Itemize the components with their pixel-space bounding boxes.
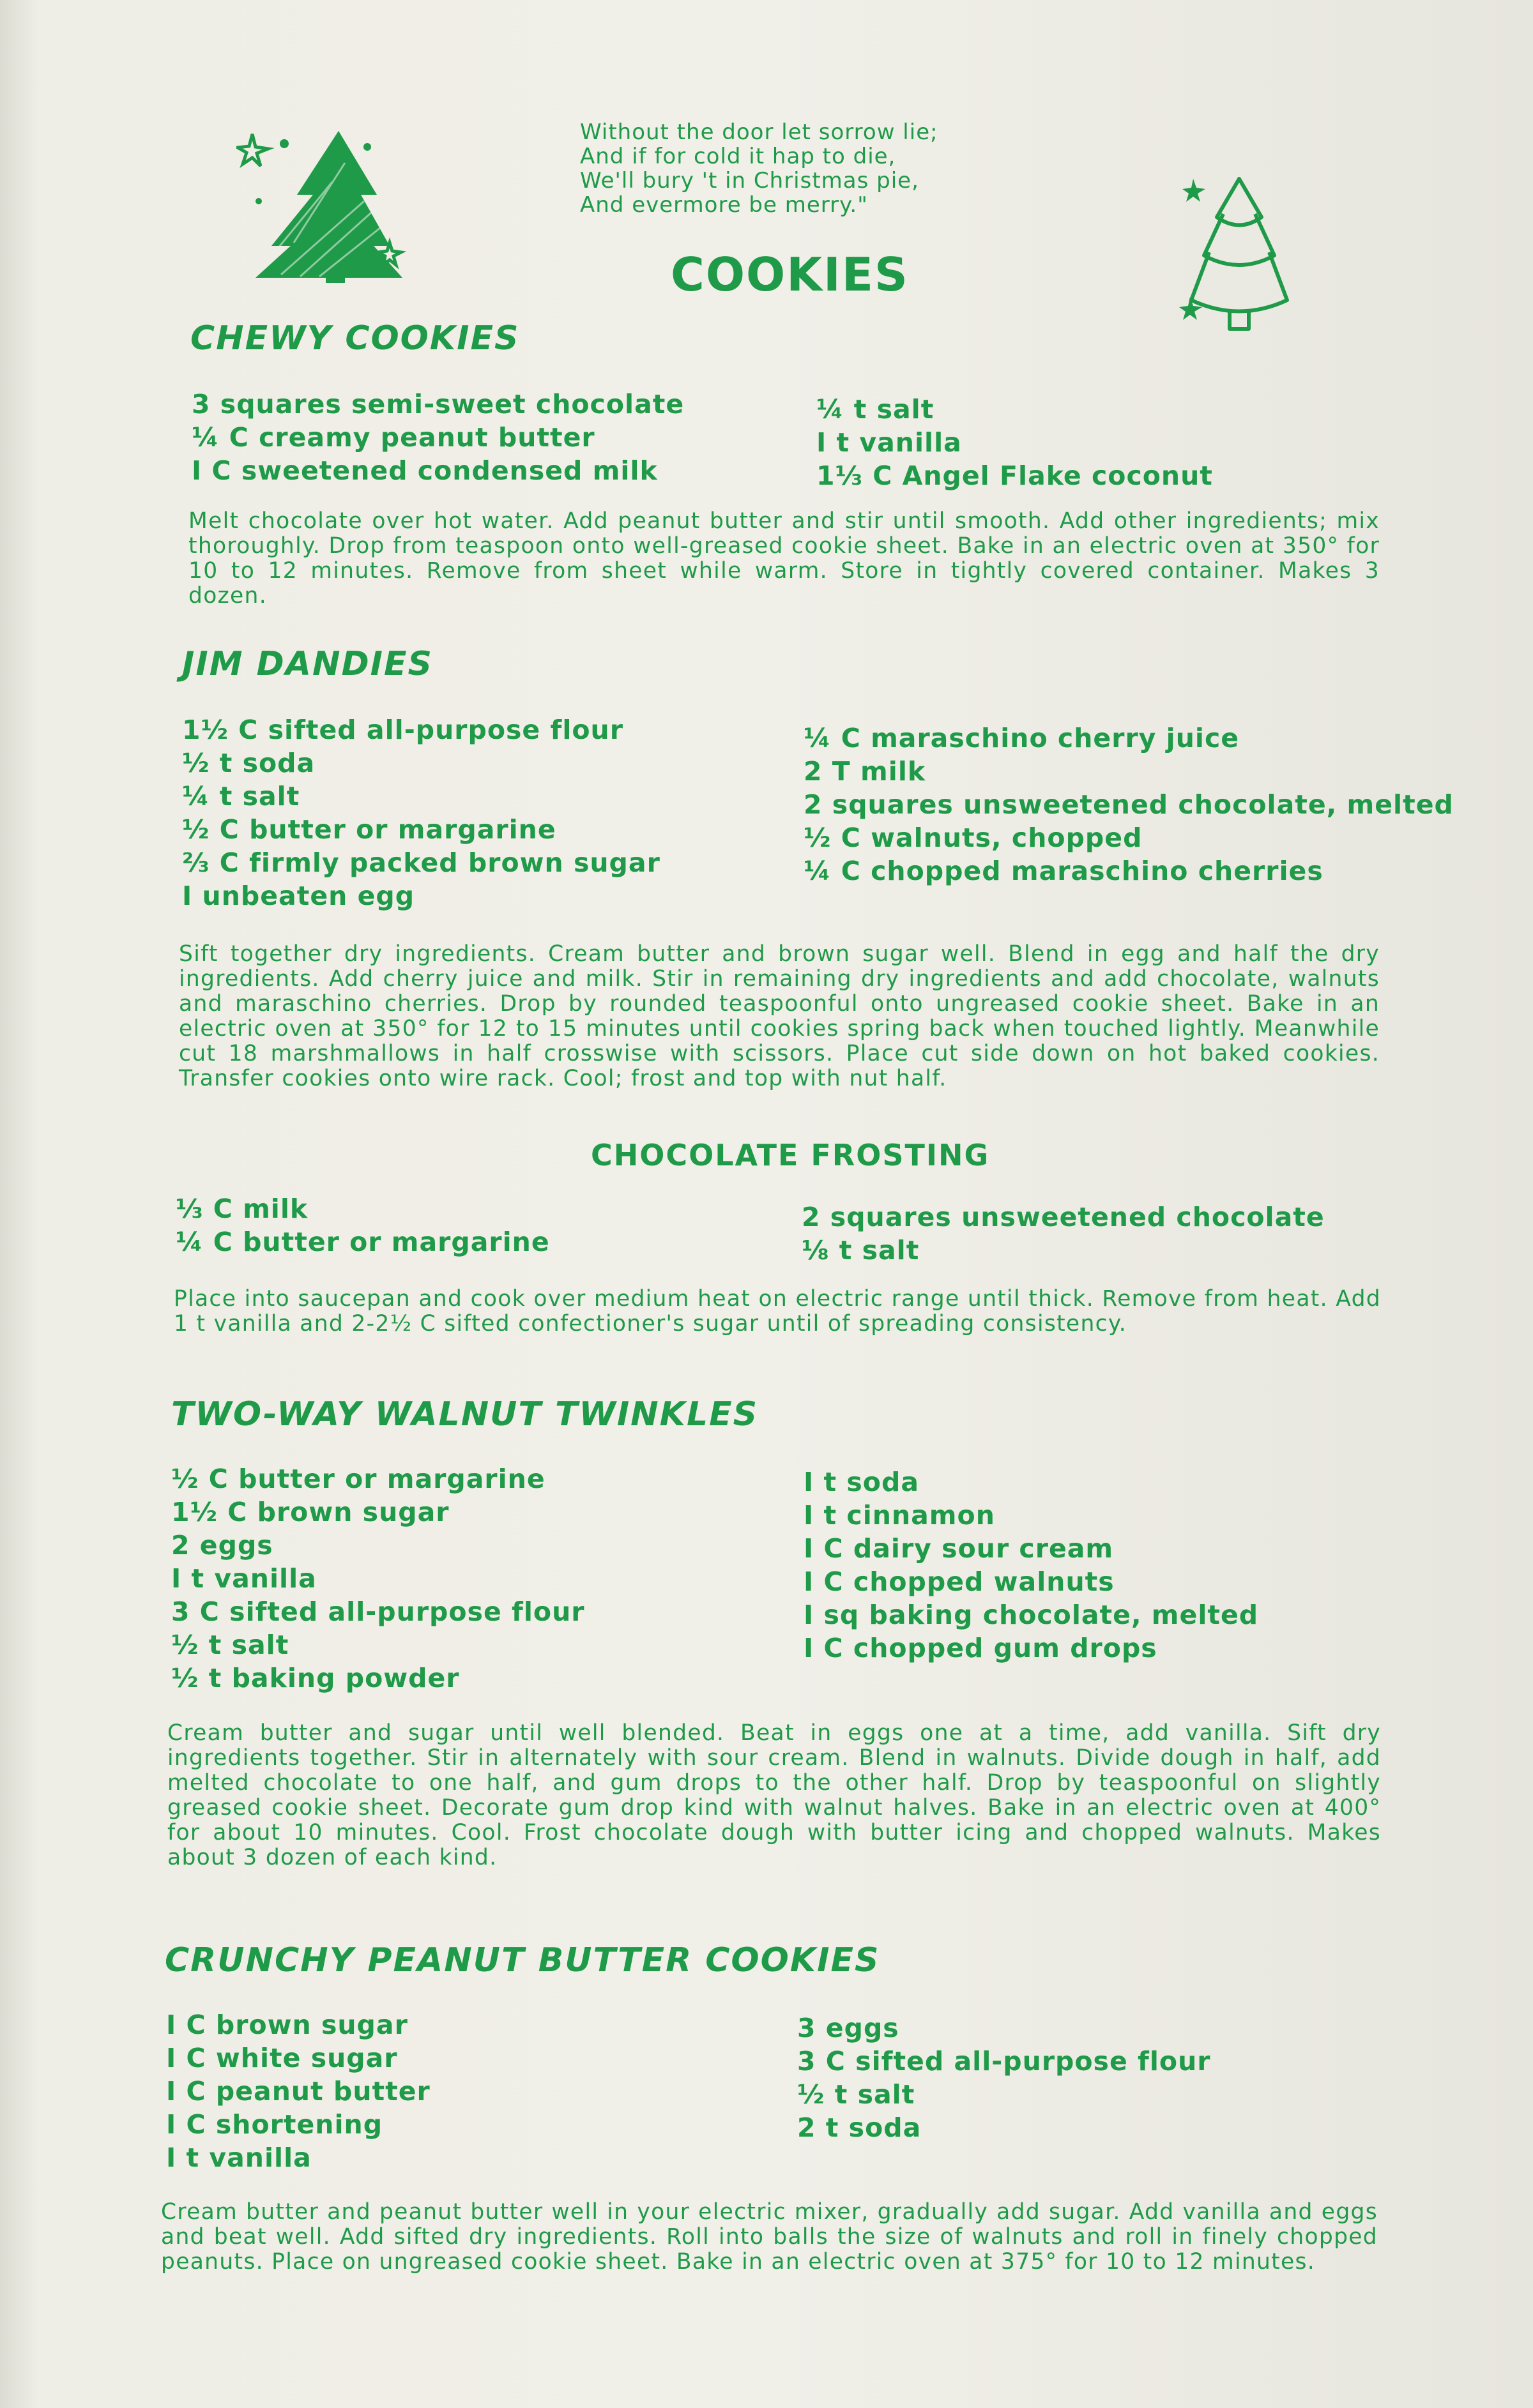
ingredient: 3 eggs bbox=[797, 2013, 899, 2043]
ingredient: I C dairy sour cream bbox=[804, 1533, 1114, 1564]
poem-line: Without the door let sorrow lie; bbox=[580, 119, 938, 145]
recipe-title: JIM DANDIES bbox=[182, 645, 433, 683]
page-title: COOKIES bbox=[671, 248, 909, 301]
ingredient: 1½ C brown sugar bbox=[171, 1497, 450, 1527]
ingredient-list-left bbox=[166, 2008, 431, 2174]
ingredient: ¼ t salt bbox=[182, 781, 300, 812]
ingredient: ½ t salt bbox=[171, 1630, 289, 1660]
ingredient-list-right bbox=[804, 722, 1454, 888]
ingredient: I t vanilla bbox=[816, 427, 962, 458]
ingredient: I C chopped walnuts bbox=[804, 1566, 1115, 1597]
ingredient-list-left bbox=[176, 1192, 550, 1259]
ingredient: ¼ C chopped maraschino cherries bbox=[804, 856, 1323, 886]
ingredient: 2 squares unsweetened chocolate bbox=[802, 1202, 1325, 1232]
ingredient: ⅓ C milk bbox=[176, 1193, 309, 1224]
ingredient: ½ C walnuts, chopped bbox=[804, 822, 1143, 853]
ingredient: I t vanilla bbox=[171, 1563, 317, 1594]
poem-line: We'll bury 't in Christmas pie, bbox=[580, 168, 919, 193]
ingredient: 3 C sifted all-purpose flour bbox=[797, 2046, 1211, 2077]
ingredient-list-left bbox=[192, 388, 684, 487]
ingredient: 1⅓ C Angel Flake coconut bbox=[816, 460, 1213, 491]
ingredient: 3 squares semi-sweet chocolate bbox=[192, 389, 685, 420]
ingredient: ½ t baking powder bbox=[171, 1663, 460, 1693]
poem-line: And if for cold it hap to die, bbox=[580, 144, 896, 169]
ingredient: I unbeaten egg bbox=[182, 881, 415, 911]
ingredient-list-right bbox=[797, 2011, 1211, 2144]
ingredient: I C sweetened condensed milk bbox=[192, 455, 658, 486]
ingredient: ¼ t salt bbox=[816, 394, 934, 425]
ingredient: ½ C butter or margarine bbox=[171, 1464, 545, 1494]
ingredient: I C shortening bbox=[166, 2109, 383, 2140]
ingredient: 2 squares unsweetened chocolate, melted bbox=[804, 789, 1454, 820]
ingredient: I sq baking chocolate, melted bbox=[804, 1600, 1259, 1630]
ingredient: 2 T milk bbox=[804, 756, 926, 787]
ingredient-list-right bbox=[816, 393, 1213, 492]
ingredient: I t vanilla bbox=[166, 2142, 312, 2173]
ingredient: ⅛ t salt bbox=[802, 1235, 920, 1266]
ingredient: ⅔ C firmly packed brown sugar bbox=[182, 847, 660, 878]
ingredient: ½ C butter or margarine bbox=[182, 814, 556, 845]
christmas-tree-outline-icon bbox=[1178, 172, 1293, 335]
ingredient: I C chopped gum drops bbox=[804, 1633, 1157, 1663]
ingredient: ¼ C maraschino cherry juice bbox=[804, 723, 1240, 753]
directions: Place into saucepan and cook over medium heat on electric range until thick. Remove from heat. Add 1 t vanilla and 2-2½ C sifted confectioner's sugar until of spreading consistency. bbox=[174, 1286, 1381, 1337]
directions: Cream butter and sugar until well blended. Beat in eggs one at a time, add vanilla. Sift dry ingredients together. Stir in alternately with sour cream. Blend in walnuts. Divide dough in half, add melted chocolate to one half, and gum drops to the other half. Drop by teaspoonful on slightly greased cookie sheet. Decorate gum drop kind with walnut halves. Bake in an electric oven at 400° for about 10 minutes. Cool. Frost chocolate dough with butter icing and chopped walnuts. Makes about 3 dozen of each kind. bbox=[167, 1720, 1381, 1870]
directions: Cream butter and peanut butter well in your electric mixer, gradually add sugar. Add vanilla and eggs and beat well. Add sifted dry ingredients. Roll into balls the size of walnuts and roll in finely chopped peanuts. Place on ungreased cookie sheet. Bake in an electric oven at 375° for 10 to 12 minutes. bbox=[161, 2199, 1378, 2275]
ingredient: I C peanut butter bbox=[166, 2076, 431, 2107]
ingredient: I t cinnamon bbox=[804, 1500, 995, 1531]
ingredient: ½ t salt bbox=[797, 2079, 915, 2110]
ingredient-list-right bbox=[804, 1465, 1258, 1665]
ingredient: I t soda bbox=[804, 1467, 919, 1497]
recipe-title: CRUNCHY PEANUT BUTTER COOKIES bbox=[165, 1941, 880, 1980]
recipe-title: CHEWY COOKIES bbox=[190, 319, 520, 358]
ingredient: 2 t soda bbox=[797, 2112, 922, 2143]
ingredient: I C white sugar bbox=[166, 2043, 398, 2073]
recipe-title: TWO-WAY WALNUT TWINKLES bbox=[171, 1395, 759, 1434]
recipe-title: CHOCOLATE FROSTING bbox=[591, 1138, 990, 1172]
ingredient: I C brown sugar bbox=[166, 2010, 408, 2040]
ingredient: ¼ C butter or margarine bbox=[176, 1227, 550, 1257]
poem bbox=[580, 120, 1091, 217]
ingredient: ¼ C creamy peanut butter bbox=[192, 422, 595, 453]
ingredient-list-left bbox=[171, 1462, 585, 1695]
christmas-tree-icon bbox=[236, 125, 409, 284]
ingredient: 3 C sifted all-purpose flour bbox=[171, 1596, 585, 1627]
ingredient: ½ t soda bbox=[182, 748, 316, 778]
ingredient-list-right bbox=[802, 1200, 1325, 1267]
ingredient-list-left bbox=[182, 713, 660, 912]
directions: Sift together dry ingredients. Cream butter and brown sugar well. Blend in egg and half the dry ingredients. Add cherry juice and milk. Stir in remaining dry ingredients and add chocolate, walnuts and maraschino cherries. Drop by rounded teaspoonful onto ungreased cookie sheet. Bake in an electric oven at 350° for 12 to 15 minutes until cookies spring back when touched lightly. Meanwhile cut 18 marshmallows in half crosswise with scissors. Place cut side down on hot baked cookies. Transfer cookies onto wire rack. Cool; frost and top with nut half. bbox=[179, 941, 1380, 1091]
ingredient: 2 eggs bbox=[171, 1530, 273, 1561]
ingredient: 1½ C sifted all-purpose flour bbox=[182, 715, 623, 745]
directions: Melt chocolate over hot water. Add peanut butter and stir until smooth. Add other ingredients; mix thoroughly. Drop from teaspoon onto well-greased cookie sheet. Bake in an electric oven at 350° for 10 to 12 minutes. Remove from sheet while warm. Store in tightly covered container. Makes 3 dozen. bbox=[188, 508, 1380, 609]
poem-line: And evermore be merry." bbox=[580, 192, 868, 218]
